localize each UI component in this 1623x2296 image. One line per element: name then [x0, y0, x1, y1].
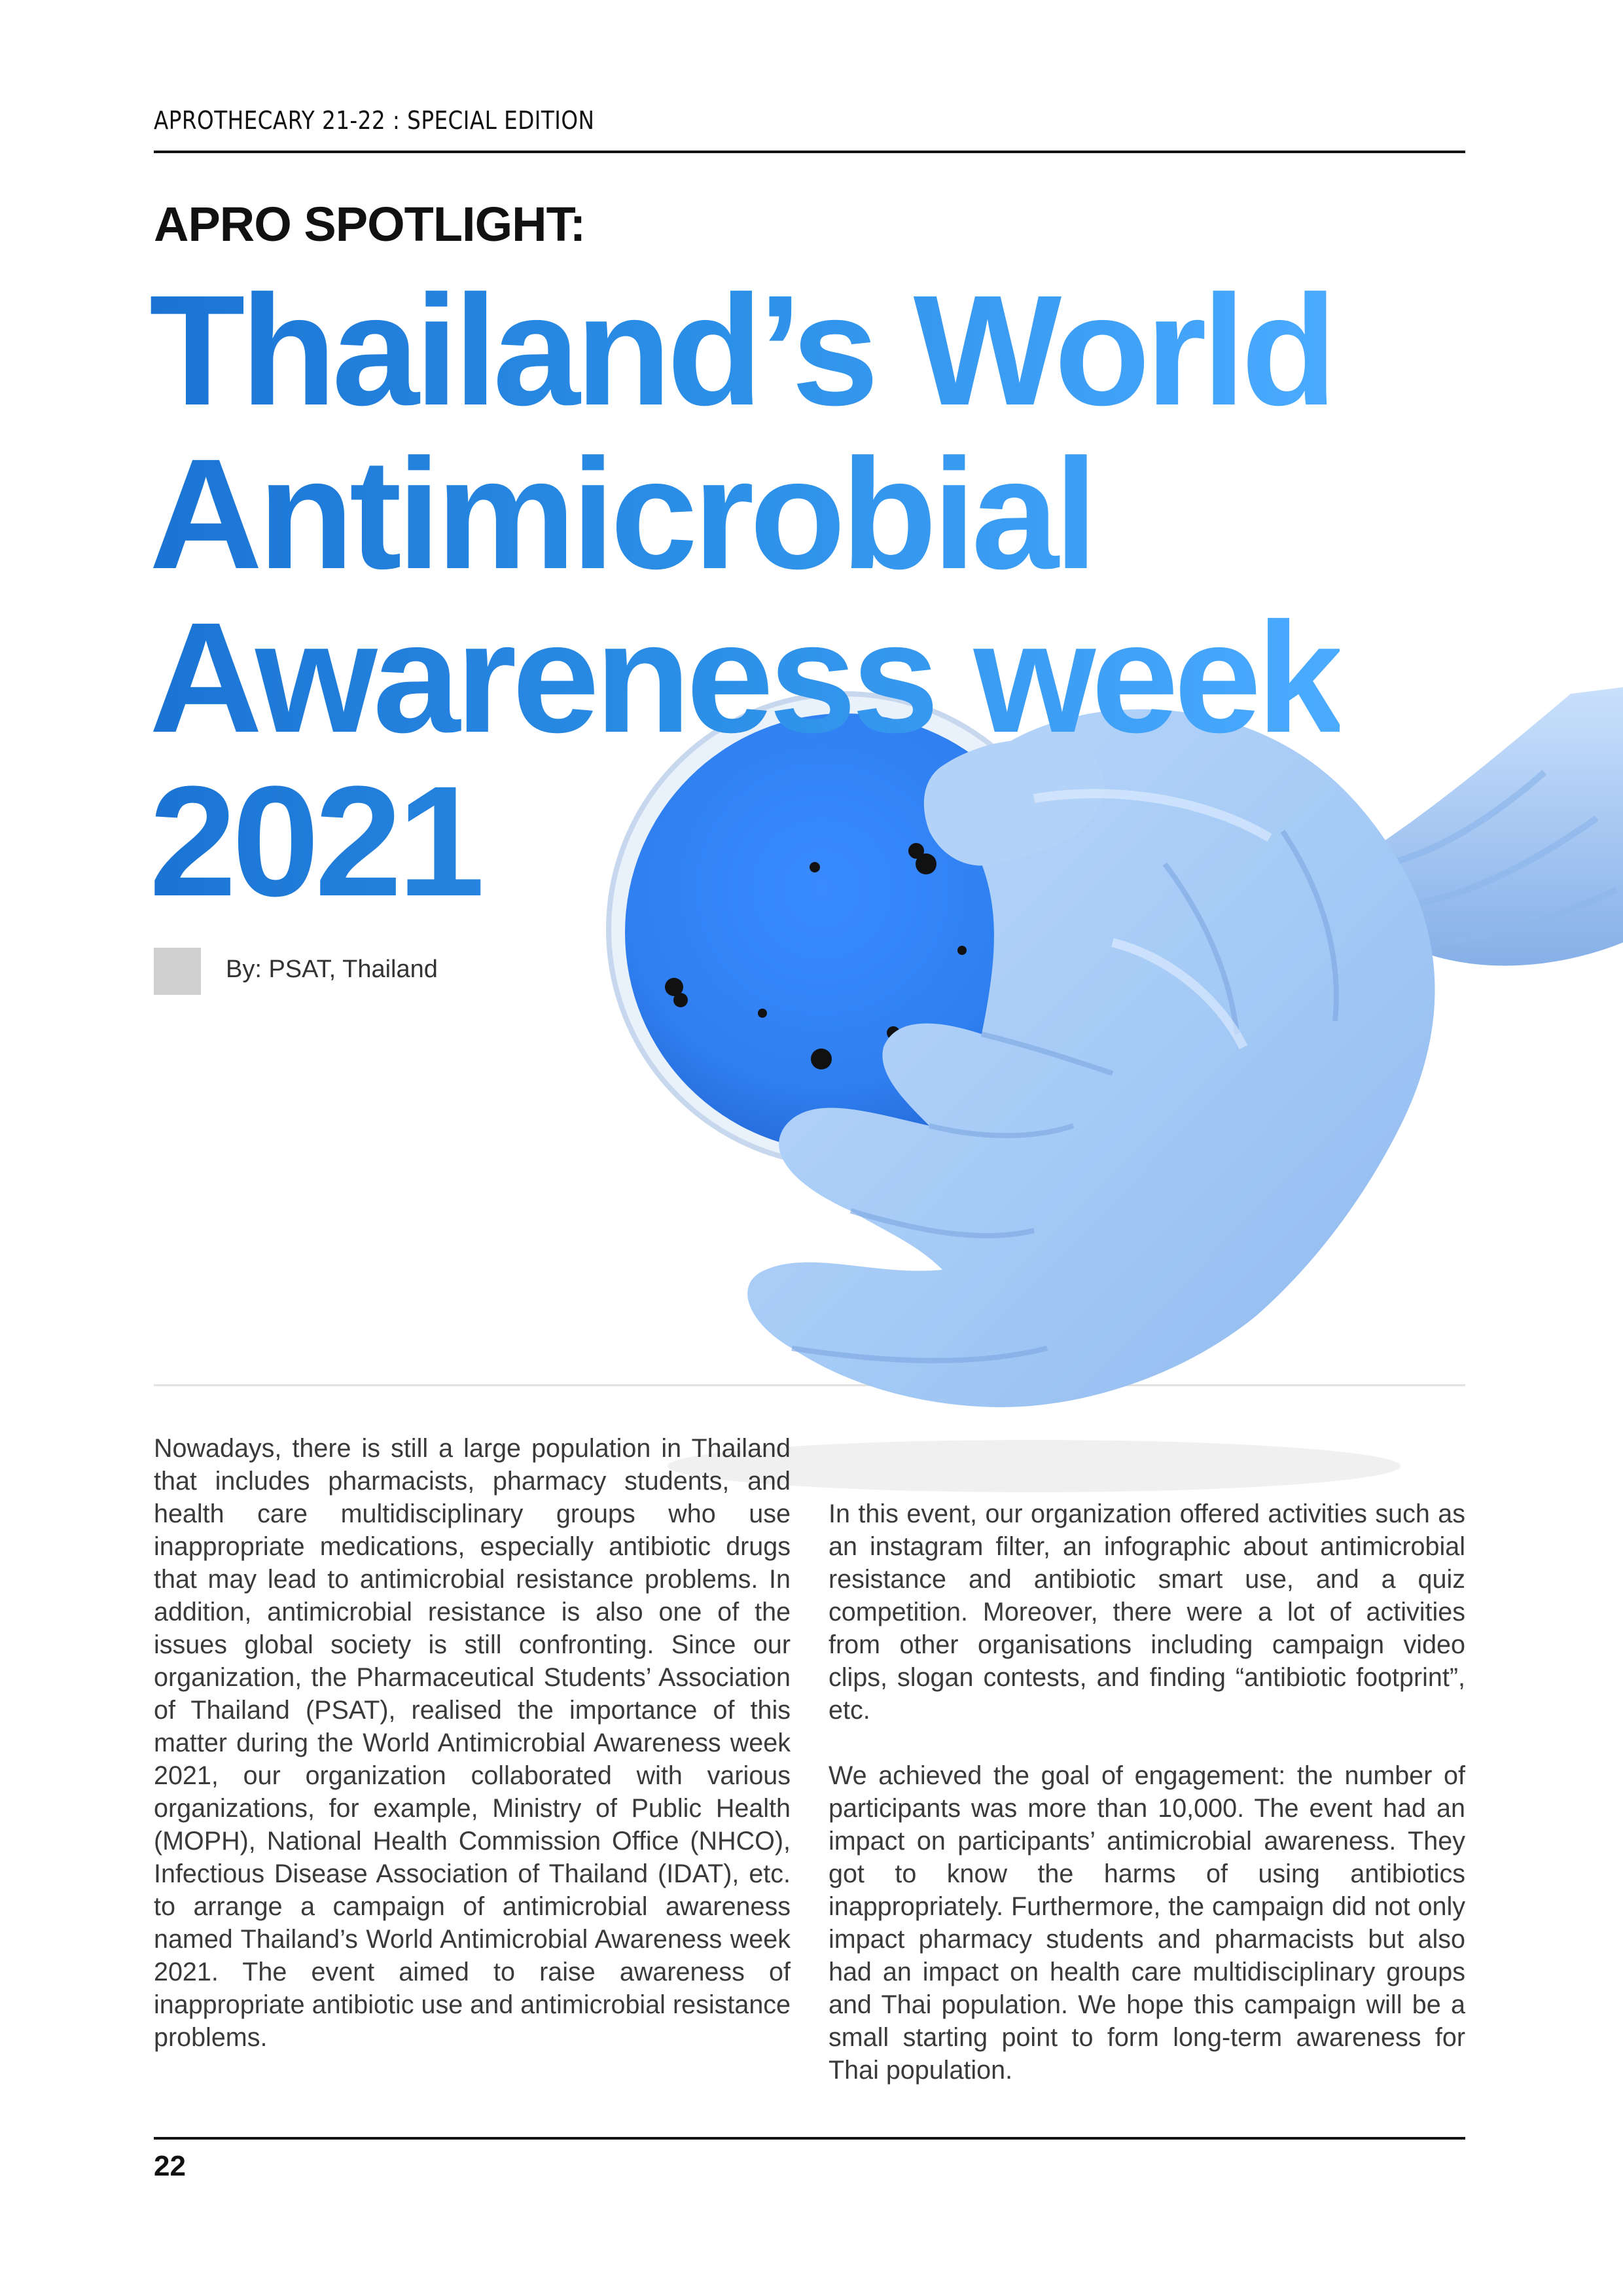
title-line-3: Awareness week: [149, 590, 1340, 765]
author-avatar-placeholder: [154, 948, 201, 995]
article-column-left: [154, 1432, 791, 2054]
hero-shadow: [668, 1440, 1400, 1492]
article-byline: By: PSAT, Thailand: [226, 956, 438, 983]
page-number: 22: [154, 2150, 186, 2182]
title-line-1: Thailand’s World: [149, 262, 1333, 438]
article-kicker: APRO SPOTLIGHT:: [154, 197, 586, 251]
paragraph: Nowadays, there is still a large population in Thailand that includes pharmacists, pharmacy students, and health care multidisciplinary groups who use inappropriate medications, especially antibiotic drugs that may lead to antimicrobial resistance problems. In addition, antimicrobial resistance is also one of the issues global society is still confronting. Since our organization, the Pharmaceutical Students’ Association of Thailand (PSAT), realised the importance of this matter during the World Antimicrobial Awareness week 2021, our organization collaborated with various organizations, for example, Ministry of Public Health (MOPH), National Health Commission Office (NHCO), Infectious Disease Association of Thailand (IDAT), etc. to arrange a campaign of antimicrobial awareness named Thailand’s World Antimicrobial Awareness week 2021. The event aimed to raise awareness of inappropriate antibiotic use and antimicrobial resistance problems.: [154, 1434, 791, 2052]
footer-divider: [154, 2137, 1465, 2140]
article-column-right: [829, 1498, 1465, 2087]
title-line-4: 2021: [149, 753, 480, 929]
paragraph: We achieved the goal of engagement: the number of participants was more than 10,000. The event had an impact on participants’ antimicrobial awareness. They got to know the harms of using antibiotics inappropriately. Furthermore, the campaign did not only impact pharmacy students and pharmacists but also had an impact on health care multidisciplinary groups and Thai population. We hope this campaign will be a small starting point to form long-term awareness for Thai population.: [829, 1761, 1465, 2085]
title-line-2: Antimicrobial: [149, 426, 1094, 601]
paragraph: In this event, our organization offered activities such as an instagram filter, an infographic about antimicrobial resistance and antibiotic smart use, and a quiz competition. Moreover, there were a lot of activities from other organisations including campaign video clips, slogan contests, and finding “antibiotic footprint”, etc.: [829, 1499, 1465, 1725]
article-title: [149, 262, 1340, 929]
running-header: APROTHECARY 21-22 : SPECIAL EDITION: [154, 106, 595, 135]
header-divider: [154, 151, 1465, 153]
